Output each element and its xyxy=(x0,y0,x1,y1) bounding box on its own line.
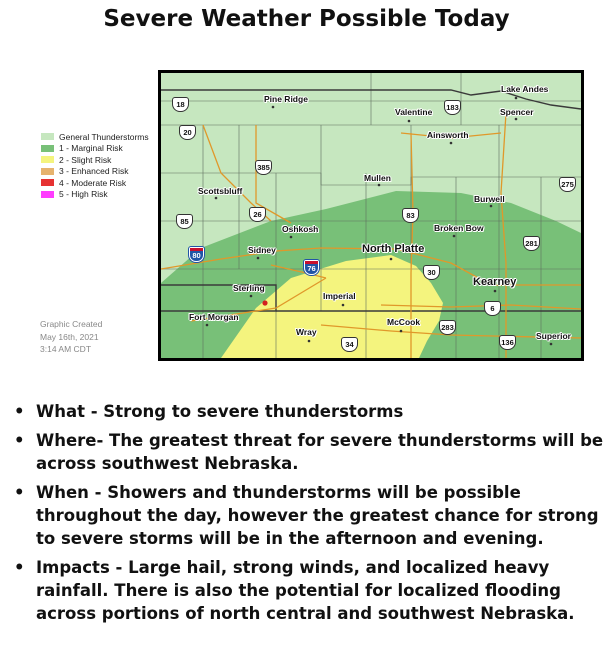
legend-label: 1 - Marginal Risk xyxy=(59,143,123,154)
town-burwell: Burwell xyxy=(474,194,505,204)
risk-legend xyxy=(41,131,149,200)
credit-line: May 16th, 2021 xyxy=(40,331,99,342)
info-bullets xyxy=(14,400,613,631)
risk-map xyxy=(158,70,584,361)
town-scottsbluff: Scottsbluff xyxy=(198,186,243,196)
town-broken-bow: Broken Bow xyxy=(434,223,484,233)
route-shield-interstate xyxy=(304,260,319,275)
bullet-text: Impacts - Large hail, strong winds, and localized heavy rainfall. There is also the potential for localized flooding across portions of north central and southwest Nebraska. xyxy=(36,558,575,623)
town-kearney: Kearney xyxy=(473,276,517,288)
bullet-what xyxy=(14,400,613,423)
legend-item-enhanced xyxy=(41,166,149,178)
credit-line: Graphic Created xyxy=(40,319,103,329)
legend-swatch xyxy=(41,145,54,152)
route-shield: 183 xyxy=(444,100,461,115)
town-oshkosh: Oshkosh xyxy=(282,224,319,234)
town-valentine: Valentine xyxy=(395,107,433,117)
legend-swatch xyxy=(41,133,54,140)
town-pine-ridge: Pine Ridge xyxy=(264,94,308,104)
bullet-where xyxy=(14,429,613,475)
route-number: 76 xyxy=(307,264,316,273)
bullet-impacts xyxy=(14,556,613,625)
bullet-text: What - Strong to severe thunderstorms xyxy=(36,402,404,421)
town-north-platte: North Platte xyxy=(362,243,425,255)
town-imperial: Imperial xyxy=(323,291,356,301)
page-title: Severe Weather Possible Today xyxy=(103,6,510,32)
town-ainsworth: Ainsworth xyxy=(427,130,469,140)
route-shield-interstate xyxy=(189,247,204,262)
town-mullen: Mullen xyxy=(364,173,391,183)
legend-item-marginal xyxy=(41,143,149,155)
legend-label: General Thunderstorms xyxy=(59,131,149,142)
credit-line: 3:14 AM CDT xyxy=(40,344,92,354)
bullet-dot-icon: • xyxy=(14,431,25,450)
town-lake-andes: Lake Andes xyxy=(501,84,549,94)
legend-swatch xyxy=(41,179,54,186)
town-sterling: Sterling xyxy=(233,283,265,293)
bullet-dot-icon: • xyxy=(14,483,25,502)
bullet-text: When - Showers and thunderstorms will be possible throughout the day, however the greatest chance for strong to severe storms will be in the afternoon and evening. xyxy=(36,483,599,548)
legend-label: 3 - Enhanced Risk xyxy=(59,166,129,177)
legend-label: 2 - Slight Risk xyxy=(59,154,112,165)
legend-swatch xyxy=(41,191,54,198)
legend-label: 4 - Moderate Risk xyxy=(59,177,127,188)
route-shield: 136 xyxy=(499,335,516,350)
town-sidney: Sidney xyxy=(248,245,276,255)
legend-swatch xyxy=(41,156,54,163)
legend-item-high xyxy=(41,189,149,201)
legend-item-moderate xyxy=(41,177,149,189)
route-shield: 20 xyxy=(179,125,196,140)
route-shield: 26 xyxy=(249,207,266,222)
route-shield: 83 xyxy=(402,208,419,223)
legend-swatch xyxy=(41,168,54,175)
town-mccook: McCook xyxy=(387,317,421,327)
route-shield: 385 xyxy=(255,160,272,175)
town-superior: Superior xyxy=(536,331,571,341)
town-fort-morgan: Fort Morgan xyxy=(189,312,239,322)
route-shield: 281 xyxy=(523,236,540,251)
route-shield: 85 xyxy=(176,214,193,229)
town-wray: Wray xyxy=(296,327,317,337)
legend-item-general xyxy=(41,131,149,143)
bullet-text: Where- The greatest threat for severe thunderstorms will be across southwest Nebraska. xyxy=(36,431,604,473)
legend-item-slight xyxy=(41,154,149,166)
town-spencer: Spencer xyxy=(500,107,534,117)
bullet-when xyxy=(14,481,613,550)
route-shield: 6 xyxy=(484,301,501,316)
graphic-credit xyxy=(40,318,150,356)
route-shield: 275 xyxy=(559,177,576,192)
route-shield: 34 xyxy=(341,337,358,352)
route-shield: 283 xyxy=(439,320,456,335)
route-shield: 18 xyxy=(172,97,189,112)
route-shield: 30 xyxy=(423,265,440,280)
bullet-dot-icon: • xyxy=(14,558,25,577)
bullet-dot-icon: • xyxy=(14,402,25,421)
route-number: 80 xyxy=(192,251,201,260)
legend-label: 5 - High Risk xyxy=(59,189,108,200)
